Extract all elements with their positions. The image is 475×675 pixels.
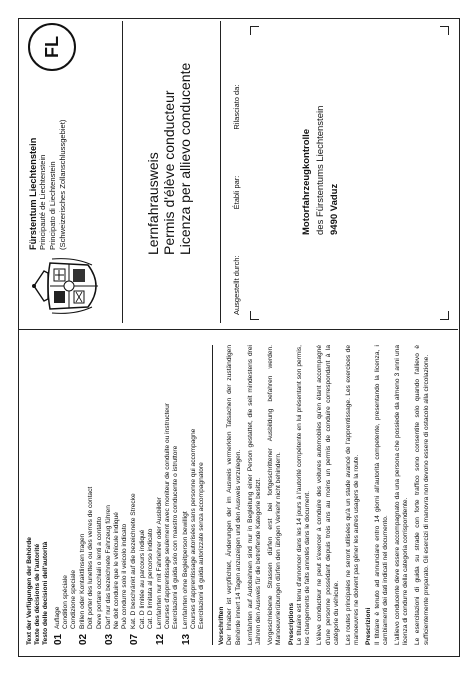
code-item [105,345,130,645]
office-line: des Fürstentums Liechtenstein [315,105,326,235]
section-divider [212,345,213,645]
section-paragraph: Il titolare è tenuto ad annunciare entro 14 giorni all'autorità competente, presentando la licenza, i cambiamenti dei dati indicati nel documento. [373,345,389,645]
section-paragraph: Vorgeschriebene Strassen dürfen erst bei fortgeschrittener Ausbildung befahren werden. Manoeuvrierübungen dürfen den übrigen Verkehr nicht behindern. [267,345,283,645]
code-text: Esercitazioni di guida autorizzate senza accompagnatore [198,462,206,629]
code-item [182,345,207,645]
code-number: 13 [180,633,192,645]
issuing-office [300,15,342,235]
authority-line: Principato di Liechtenstein [48,161,57,250]
header-line: Text der Verfügungen der Behörde [26,537,33,645]
code-text: Auflage [53,606,61,629]
section-title: Vorschriften [218,606,226,645]
authority-line: (Schweizerisches Zollanschlussgebiet) [58,119,67,250]
authority-header [28,70,68,250]
section-paragraph: Der Inhaber ist verpflichtet, Änderungen der im Ausweis vermerkten Tatsachen der zuständigen Behörde innert 14 Tagen anzuzeigen und den Ausweis vorzulegen. [226,345,242,645]
code-number: 07 [129,633,141,645]
code-text: Deve portare occhiali o lenti a contatto [95,516,103,629]
code-text: Lernfahrten nur mit Fahrlehrer oder Ausbilder [156,497,164,629]
code-text: Cat. D limitée au parcours indiqué [138,529,146,629]
country-code-badge: FL [28,23,76,71]
code-text: Condizione speciale [70,569,78,629]
code-text: Kat. D beschränkt auf die bezeichnete Strecke [130,493,138,629]
field-label: Établi par: [232,175,241,210]
document-title: Permis d'élève conducteur [161,90,177,255]
center-divider [18,329,458,330]
coat-of-arms-icon [30,257,105,315]
office-name: Motorfahrzeugkontrolle [301,128,312,235]
section-paragraph: Le esercitazioni di guida su strade con forte traffico sono consentite solo quando l'allievo è sufficientemente preparato. Gli esercizi di manovra non devono essere di ostacolo alla circolazione. [414,345,430,645]
code-text: Condition spéciale [61,575,69,629]
section-paragraph: L'allievo conducente deve essere accompagnato da una persona che possiede da almeno 3 anni una licenza di condurre della categoria corrispondente. [393,345,410,645]
code-item [130,345,155,645]
code-item [156,345,181,645]
decisions-panel [26,345,451,645]
code-number: 03 [103,633,115,645]
code-item [54,345,79,645]
code-text: Ne doit conduire que le véhicule indiqué [113,512,121,629]
code-text: Brillen oder Kontaktlinsen tragen [79,533,87,629]
code-text: Può condurre solo il veicolo indicato [121,523,129,629]
authority-line: Principauté de Liechtenstein [38,154,47,250]
code-text: Darf nur das bezeichnete Fahrzeug führen [104,505,112,629]
code-list [54,345,207,645]
section-title: Prescriptions [287,602,295,645]
code-number: 01 [52,633,64,645]
vorschriften-section [218,345,283,645]
authority-name: Fürstentum Liechtenstein [28,137,38,250]
document-titles [145,25,193,255]
corner-mark [440,26,449,35]
code-text: Courses d'apprentissage seulement avec moniteur de conduite ou instructeur [164,403,172,629]
code-number: 02 [78,633,90,645]
document-title: Licenza per allievo conducente [177,62,193,255]
code-text: Doit porter des lunettes ou des verres de contact [87,486,95,629]
office-city: 9490 Vaduz [329,183,340,235]
corner-mark [440,311,449,320]
code-number: 12 [155,633,167,645]
corner-mark [250,311,259,320]
code-item [79,345,104,645]
titles-separator [220,21,221,323]
corner-mark [250,26,259,35]
prescrizioni-section [365,345,430,645]
document-title: Lernfahrausweis [145,152,161,255]
decisions-header [26,345,51,645]
code-text: Courses d'apprentissage autorisées sans personne qui accompagne [189,428,197,629]
header-separator [122,21,123,323]
header-line: Texte des décisions de l'autorité [34,543,42,645]
header-line: Testo delle decisioni dell'autorità [42,541,50,645]
section-paragraph: L'élève conducteur ne peut s'exercer à conduire des voitures automobiles qu'en étant accompagné d'une personne possédant depuis trois ans au moins un permis de conduire correspondant à la catégorie du véhicule. [316,345,340,645]
field-label: Rilasciato da: [232,84,241,130]
section-paragraph: Le titulaire est tenu d'annoncer dans les 14 jours à l'autorité compétente en lui présentant son permis, les changements de faits annotés dans le document. [295,345,312,645]
section-paragraph: Les routes principales ne seront utilisées qu'à un stade avancé de l'apprentissage. Les exercices de manoeuvres ne doivent pas gêner les autres usagers de la route. [344,345,361,645]
prescriptions-section [288,345,362,645]
code-text: Esercitazioni di guida solo con maestro conducente o istruttore [172,445,180,629]
issued-by-fields [232,20,241,315]
code-text: Cat. D limitata al percorso indicato [146,528,154,629]
field-label: Ausgestellt durch: [232,255,241,315]
section-paragraph: Lernfahrten auf Autobahnen sind nur in Begleitung einer Person gestattet, die seit mindestens drei Jahren den Ausweis für die betreffende Kategorie besitzt. [246,345,263,645]
section-title: Prescrizioni [365,607,373,645]
code-text: Lernfahrten ohne Begleitperson bewilligt [181,511,189,629]
